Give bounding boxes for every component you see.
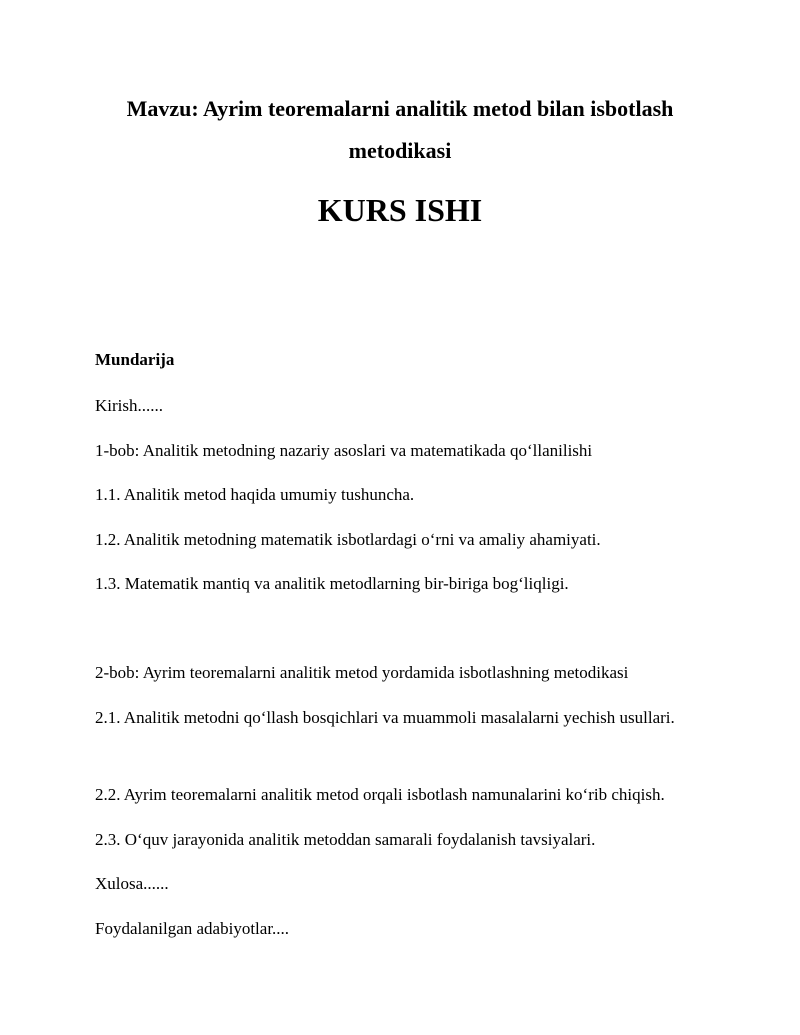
toc-entry-2-1: 2.1. Analitik metodni qo‘llash bosqichlari va muammoli masalalarni yechish usullari. (95, 708, 675, 727)
toc-entry-references: Foydalanilgan adabiyotlar.... (95, 919, 290, 938)
toc-entry-1-3: 1.3. Matematik mantiq va analitik metodlarning bir-biriga bog‘liqligi. (95, 574, 569, 593)
document-type-heading: KURS ISHI (317, 192, 483, 228)
topic-title: Mavzu: Ayrim teoremalarni analitik metod bilan isbotlash metodikasi (126, 96, 674, 163)
toc-entry-conclusion: Xulosa...... (95, 874, 169, 893)
toc-heading: Mundarija (95, 350, 175, 369)
toc-entry-chapter-1: 1-bob: Analitik metodning nazariy asoslari va matematikada qo‘llanilishi (95, 441, 593, 460)
toc-entry-chapter-2: 2-bob: Ayrim teoremalarni analitik metod yordamida isbotlashning metodikasi (95, 663, 629, 682)
toc-entry-2-3: 2.3. O‘quv jarayonida analitik metoddan samarali foydalanish tavsiyalari. (95, 830, 596, 849)
toc-entry-1-1: 1.1. Analitik metod haqida umumiy tushuncha. (95, 485, 415, 504)
toc-entry-2-2: 2.2. Ayrim teoremalarni analitik metod orqali isbotlash namunalarini ko‘rib chiqish. (95, 785, 665, 804)
toc-entry-intro: Kirish...... (95, 396, 163, 415)
toc-entry-1-2: 1.2. Analitik metodning matematik isbotlardagi o‘rni va amaliy ahamiyati. (95, 530, 601, 549)
